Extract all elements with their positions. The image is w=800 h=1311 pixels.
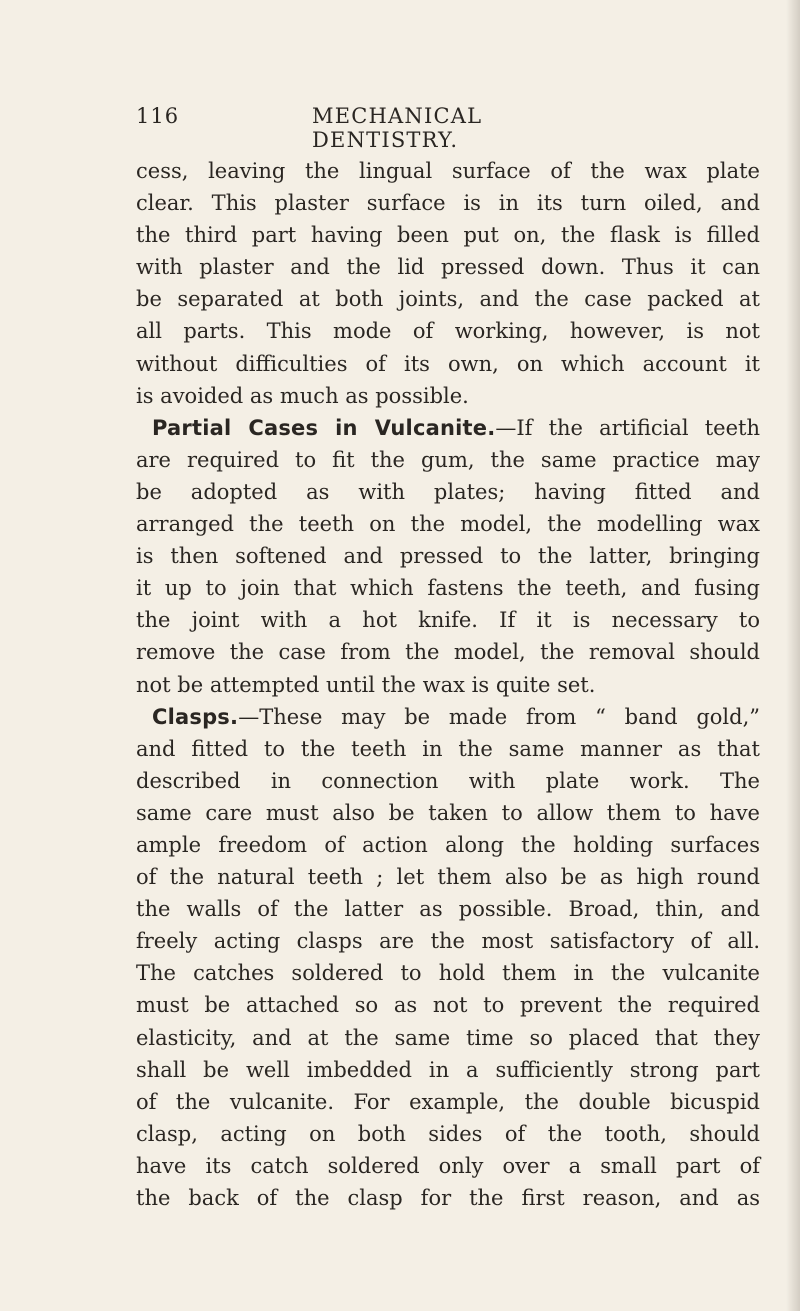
text-line: the joint with a hot knife. If it is necessary to	[136, 608, 760, 633]
text-line: the third part having been put on, the flask is filled	[136, 223, 760, 248]
text-line: not be attempted until the wax is quite set.	[136, 672, 596, 697]
section-partial-cases-line	[136, 412, 760, 444]
text-line: cess, leaving the lingual surface of the wax plate	[136, 159, 760, 183]
text-line: without difficulties of its own, on which account it	[136, 351, 760, 376]
page-edge-shadow	[786, 0, 800, 1311]
text-line: clasp, acting on both sides of the tooth, should	[136, 1121, 760, 1146]
page-number: 116	[136, 104, 180, 128]
text-line: have its catch soldered only over a small part of	[136, 1153, 760, 1178]
text-line: of the natural teeth ; let them also be as high round	[136, 865, 760, 890]
text-line: be adopted as with plates; having fitted and	[136, 479, 760, 504]
running-title: MECHANICAL DENTISTRY.	[312, 104, 483, 152]
text-line: and fitted to the teeth in the same manner as that	[136, 736, 760, 761]
text-line: the back of the clasp for the first reason, and as	[136, 1186, 760, 1210]
text-line: is avoided as much as possible.	[136, 383, 469, 408]
text-line-rest: —These may be made from “ band gold,”	[238, 704, 760, 729]
runin-heading-clasps: Clasps.	[152, 704, 239, 729]
text-line: with plaster and the lid pressed down. Thus it can	[136, 255, 760, 280]
text-line: of the vulcanite. For example, the double bicuspid	[136, 1089, 760, 1114]
text-line: it up to join that which fastens the teeth, and fusing	[136, 576, 760, 601]
text-line: described in connection with plate work. The	[136, 768, 760, 793]
text-line: must be attached so as not to prevent the required	[136, 993, 760, 1018]
text-line: the walls of the latter as possible. Broad, thin, and	[136, 897, 760, 922]
text-line: shall be well imbedded in a sufficiently strong part	[136, 1057, 760, 1082]
text-line: ample freedom of action along the holding surfaces	[136, 832, 760, 857]
text-line: are required to fit the gum, the same practice may	[136, 447, 760, 472]
text-line: elasticity, and at the same time so placed that they	[136, 1025, 760, 1050]
body-text	[136, 155, 760, 1214]
text-line: be separated at both joints, and the case packed at	[136, 287, 760, 312]
text-line: same care must also be taken to allow them to have	[136, 800, 760, 825]
page-header	[136, 104, 606, 152]
runin-heading-partial-cases: Partial Cases in Vulcanite.	[152, 415, 496, 440]
text-line: freely acting clasps are the most satisfactory of all.	[136, 929, 760, 954]
text-line: is then softened and pressed to the latter, bringing	[136, 544, 760, 569]
text-line: all parts. This mode of working, however, is not	[136, 319, 760, 344]
text-line: clear. This plaster surface is in its turn oiled, and	[136, 191, 760, 216]
text-line-rest: —If the artificial teeth	[495, 415, 760, 440]
section-clasps-line	[136, 701, 760, 733]
text-line: arranged the teeth on the model, the modelling wax	[136, 512, 760, 537]
text-line: remove the case from the model, the removal should	[136, 640, 760, 665]
text-line: The catches soldered to hold them in the vulcanite	[136, 961, 760, 986]
